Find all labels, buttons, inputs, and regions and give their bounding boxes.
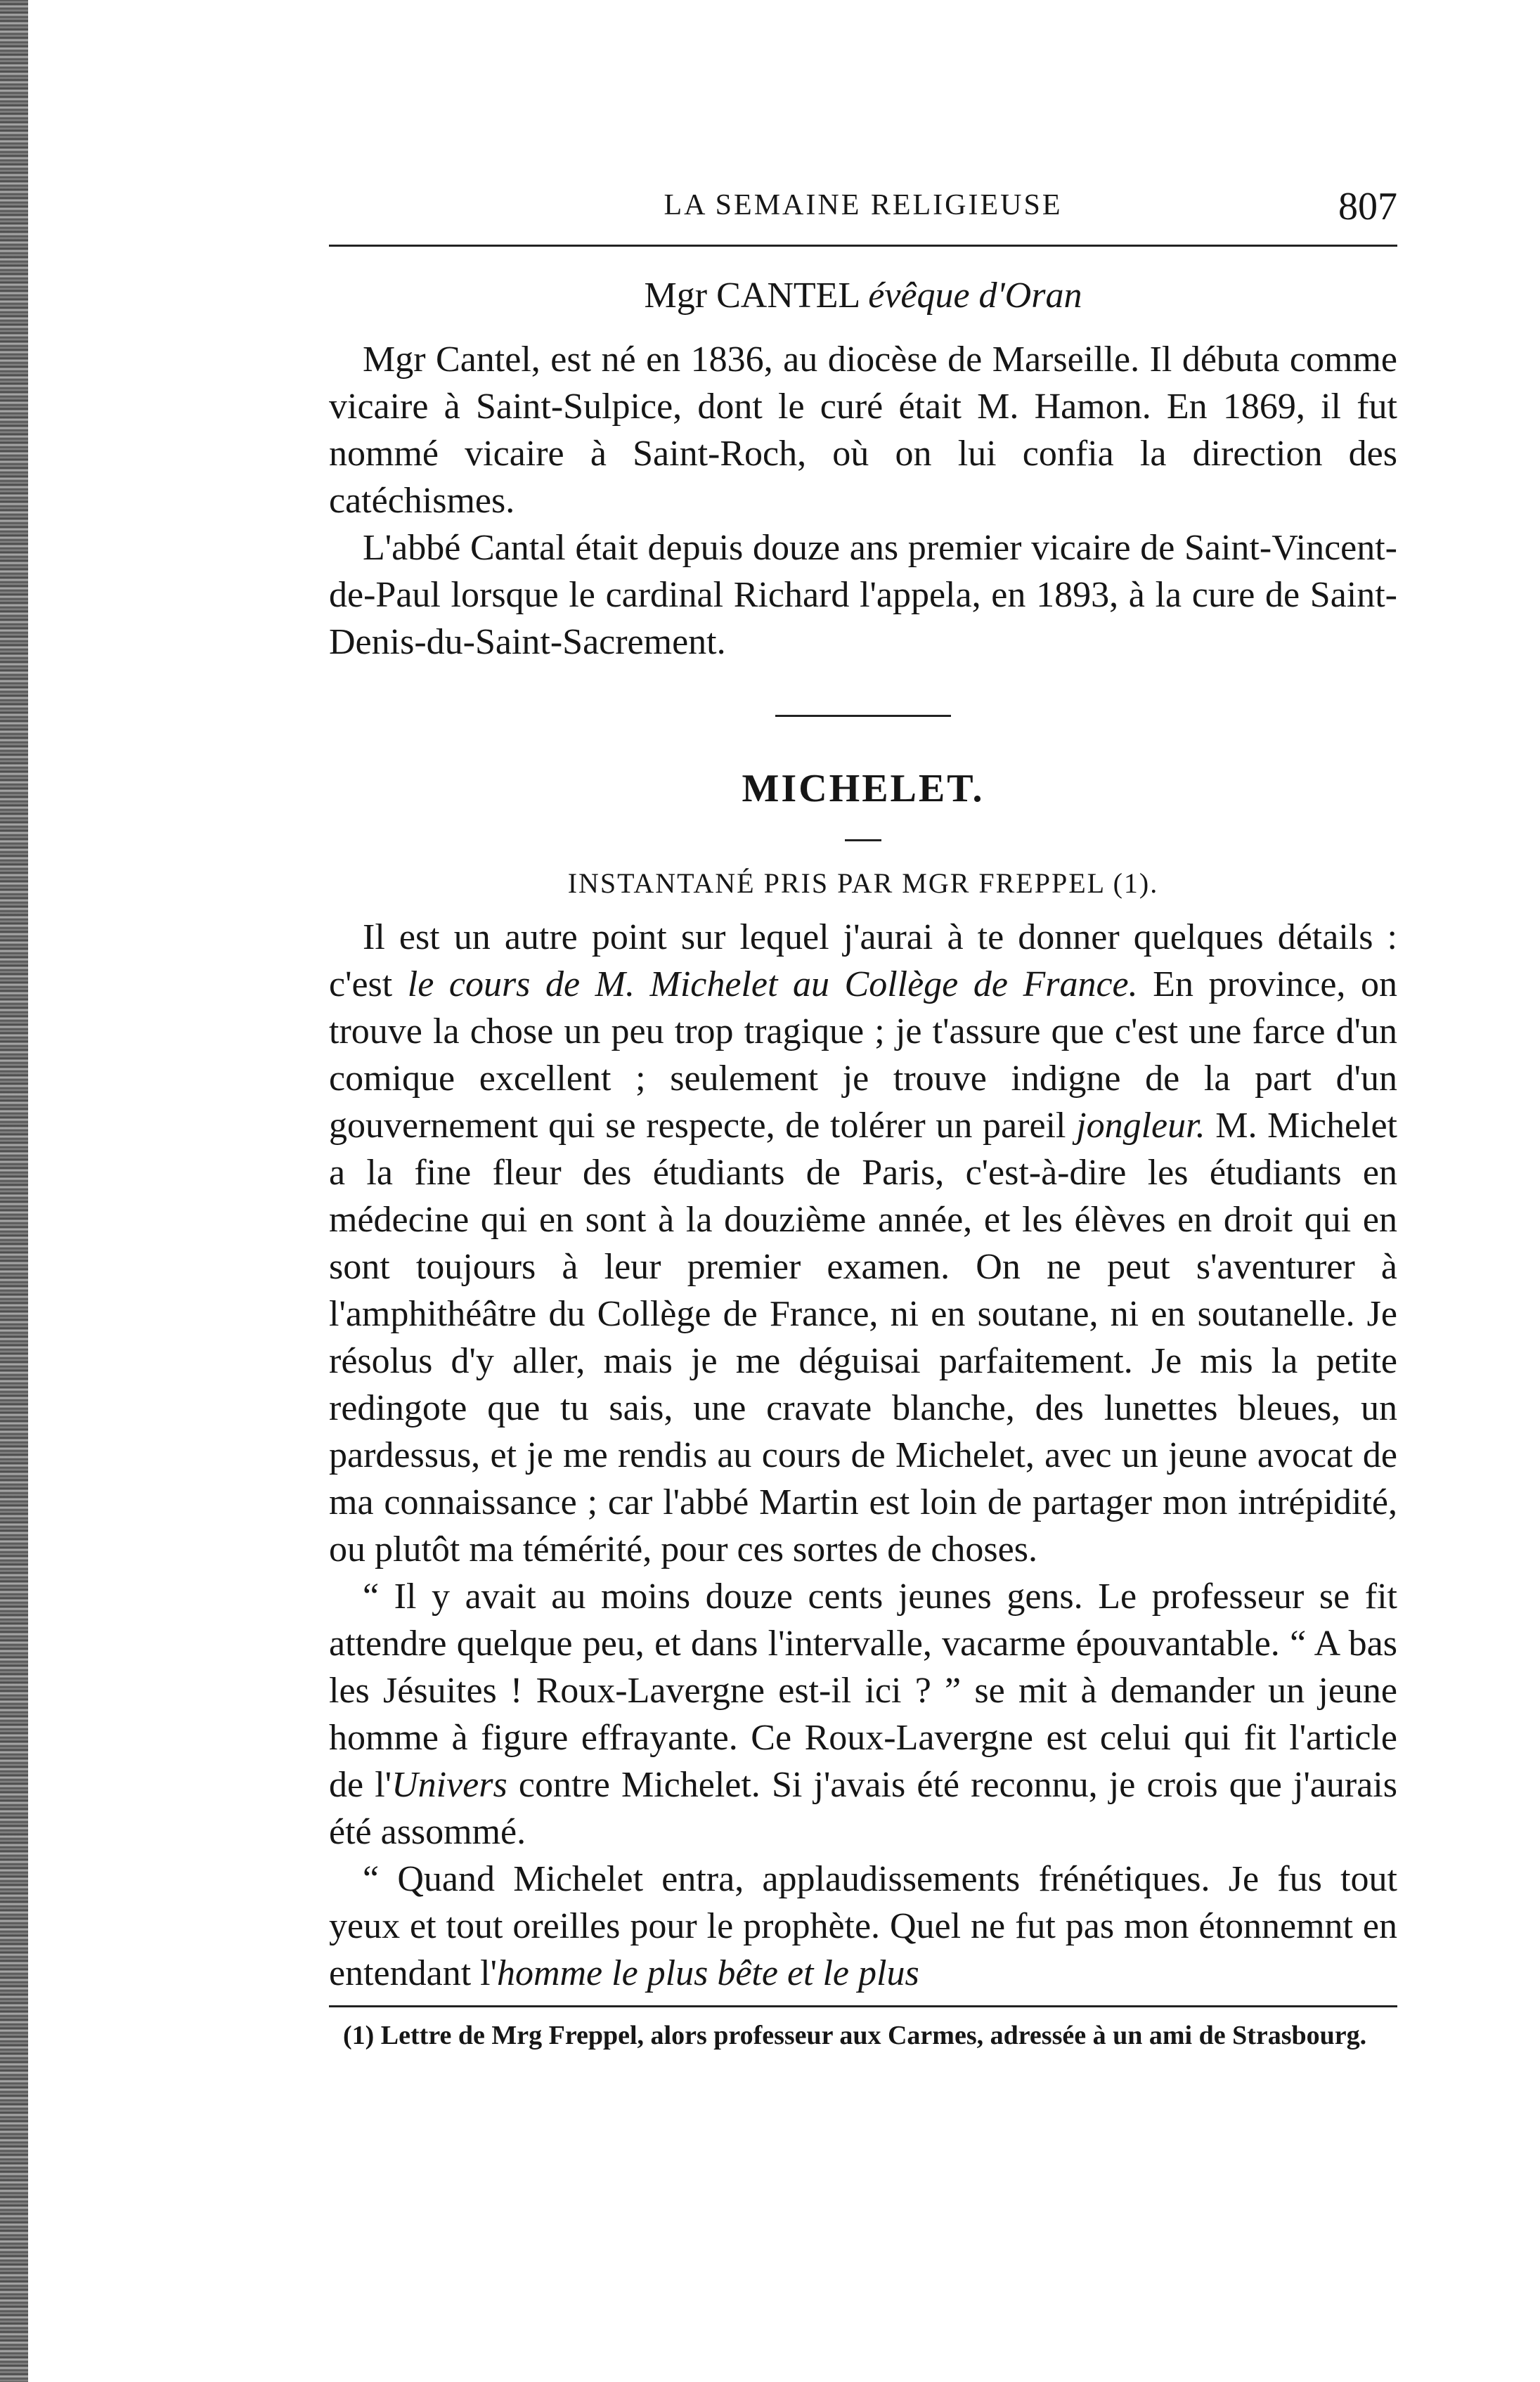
- section-divider: [775, 715, 951, 717]
- italic-run: jongleur.: [1076, 1106, 1205, 1146]
- section-heading-role: évêque d'Oran: [868, 276, 1082, 316]
- text-run: Il est un autre point sur lequel j'aurai à te donner quelques détails : c'est: [329, 917, 1397, 1004]
- footnote-rule: [329, 2005, 1397, 2007]
- article-subtitle: INSTANTANÉ PRIS PAR MGR FREPPEL (1).: [567, 867, 1159, 899]
- running-head: [329, 184, 1397, 226]
- article-title: MICHELET.: [742, 767, 985, 810]
- running-title: LA SEMAINE RELIGIEUSE: [664, 189, 1063, 221]
- text-run: En province, on trouve la chose un peu trop tragique ; je t'assure que c'est une farce d'un comique excellent ; seulement je trouve indigne de la part d'un gouvernement qui se respecte, de tolérer un pareil: [329, 964, 1397, 1146]
- header-rule: [329, 245, 1397, 247]
- section-paragraph-1: Mgr Cantel, est né en 1836, au diocèse de Marseille. Il débuta comme vicaire à Saint-Sulpice, dont le curé était M. Hamon. En 1869, il fut nommé vicaire à Saint-Roch, où on lui confia la direction des catéchismes.: [329, 339, 1397, 521]
- book-binding-edge: [0, 0, 28, 2382]
- italic-run: homme le plus bête et le plus: [496, 1953, 919, 1993]
- text-run: “ Il y avait au moins douze cents jeunes gens. Le professeur se fit attendre quelque peu, et dans l'intervalle, vacarme épouvantable. “ A bas les Jésuites ! Roux-Lavergne est-il ici ? ” se mit à demander un jeune homme à figure effrayante. Ce Roux-Lavergne est celui qui fit l'article de l': [329, 1577, 1397, 1805]
- italic-run: le cours de M. Michelet au Collège de France.: [407, 964, 1138, 1004]
- italic-run: Univers: [392, 1765, 507, 1805]
- text-run: “ Quand Michelet entra, applaudissements frénétiques. Je fus tout yeux et tout oreilles pour le prophète. Quel ne fut pas mon étonnemnt en entendant l': [329, 1859, 1397, 1993]
- text-run: contre Michelet. Si j'avais été reconnu, je crois que j'aurais été assommé.: [329, 1765, 1397, 1852]
- book-page: [329, 184, 1397, 2054]
- article-paragraph-1: [329, 914, 1397, 1573]
- section-paragraph-2: L'abbé Cantal était depuis douze ans premier vicaire de Saint-Vincent-de-Paul lorsque le cardinal Richard l'appela, en 1893, à la cure de Saint-Denis-du-Saint-Sacrement.: [329, 528, 1397, 662]
- article-paragraph-3: [329, 1856, 1397, 1997]
- footnote: (1) Lettre de Mrg Freppel, alors professeur aux Carmes, adressée à un ami de Strasbourg.: [343, 2021, 1367, 2050]
- title-dash: [845, 839, 881, 841]
- page-number: 807: [1338, 185, 1397, 228]
- section-heading: [329, 275, 1397, 316]
- article-paragraph-2: [329, 1573, 1397, 1856]
- section-heading-name: Mgr CANTEL: [644, 276, 860, 316]
- text-run: M. Michelet a la fine fleur des étudiants de Paris, c'est-à-dire les étudiants en médecine qui en sont à la douzième année, et les élèves en droit qui en sont toujours à leur premier examen. On ne peut s'aventurer à l'amphithéâtre du Collège de France, ni en soutane, ni en soutanelle. Je résolus d'y aller, mais je me déguisai parfaitement. Je mis la petite redingote que tu sais, une cravate blanche, des lunettes bleues, un pardessus, et je me rendis au cours de Michelet, avec un jeune avocat de ma connaissance ; car l'abbé Martin est loin de partager mon intrépidité, ou plutôt ma témérité, pour ces sortes de choses.: [329, 1106, 1397, 1569]
